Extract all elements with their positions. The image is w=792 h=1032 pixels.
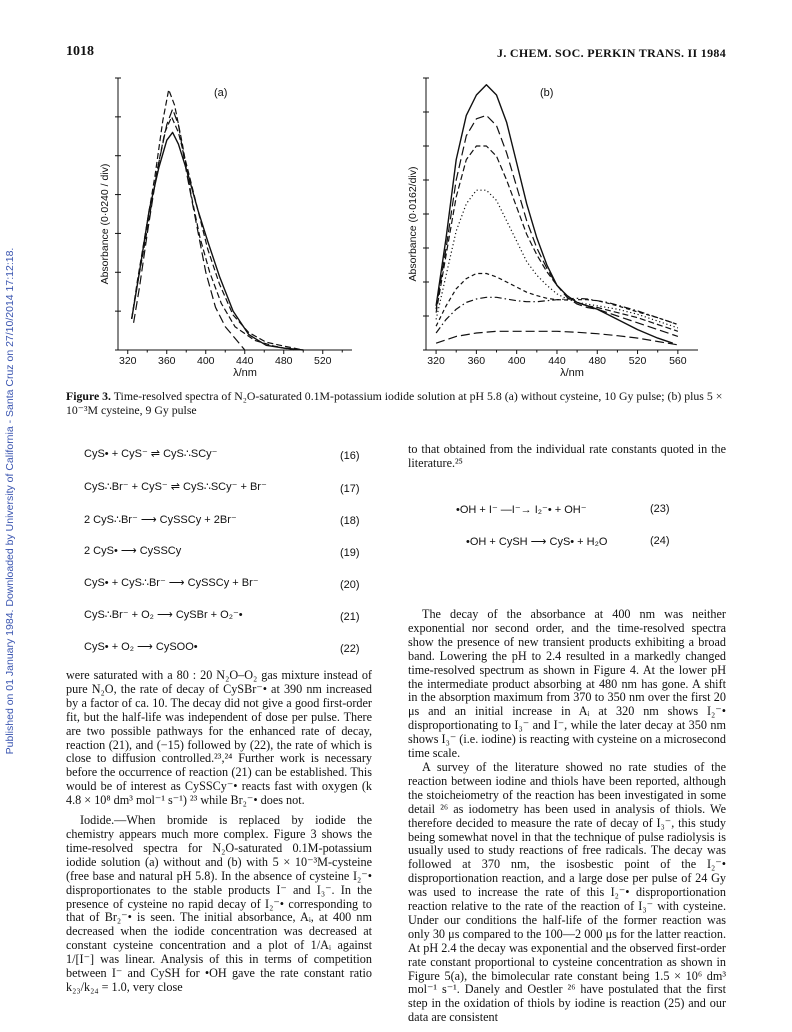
series-line-3 [132,117,304,350]
equation-24: •OH + CySH ⟶ CyS• + H₂O [466,536,608,548]
caption-text: Time-resolved spectra of N₂O-saturated 0.1M-potassium iodide solution at pH 5.8 (a) without cysteine, 10 Gy pulse; (b) plus 5 × 10⁻³M cysteine, 9 Gy pulse [66,389,723,417]
equation-17: CyS∴Br⁻ + CyS⁻ ⇌ CyS∴SCy⁻ + Br⁻ [84,481,267,493]
figure-caption [66,389,728,417]
equation-17-number: (17) [340,483,360,495]
series-line-2 [132,90,294,350]
y-axis-label: Absorbance (0·0162/div) [407,166,419,282]
left-paragraph-1: were saturated with a 80 : 20 N₂O–O₂ gas mixture instead of pure N₂O, the rate of decay of CySBr⁻• at 390 nm increased by a factor of ca. 10. The decay did not give a good first-order fit, but the half-life was independent of dose per pulse. There are two possible pathways for the enhanced rate of decay, reaction (21), and (−15) followed by (22), the rate of which is close to diffusion controlled.²³,²⁴ Further work is necessary before the occurrence of reaction (21) can be established. This would be of interest as CySSCy⁻• reacts fast with oxygen (k 4.8 × 10⁸ dm³ mol⁻¹ s⁻¹) ²³ while Br₂⁻• does not. [66,668,372,808]
right-paragraph-2: A survey of the literature showed no rate studies of the reaction between iodine and thiols have been reported, although the stoicheiometry of the reaction has been investigated in some detail ²⁶ as iodometry has been used in analysis of thiols. We therefore decided to measure the rate of decay of I₃⁻, this study being somewhat novel in that the technique of pulse radiolysis is usually used to study reactions of free radicals. The decay was followed at 370 nm, the isosbestic point of the I₂⁻• disproportionation reaction, and a large dose per pulse of 24 Gy was used to increase the rate of this I₂⁻• disproportionation reaction relative to the rate of the reaction of I₃⁻ with cysteine. Under our conditions the half-life of the former reaction was only 30 μs compared to the 100—2 000 μs for the latter reaction. At pH 2.4 the decay was exponential and the observed first-order rate constant proportional to cysteine concentration as shown in Figure 5(a), the bimolecular rate constant being 1.5 × 10⁶ dm³ mol⁻¹ s⁻¹. Danely and Oestler ²⁶ have postulated that the first step in the oxidation of thiols by iodine is reaction (25) and our data are consistent [408,759,726,1025]
x-tick-label: 560 [669,355,687,367]
series-line-7 [436,331,678,345]
equation-23-number: (23) [650,503,670,515]
chart-panel-a [99,78,352,379]
equation-18: 2 CyS∴Br⁻ ⟶ CySSCy + 2Br⁻ [84,514,237,526]
x-tick-label: 480 [274,355,293,367]
right-paragraph-1: The decay of the absorbance at 400 nm was neither exponential nor second order, and the time-resolved spectra show the presence of new transient products exhibiting a broad band. Lowering the pH to 2.4 resulted in a markedly changed time-resolved spectrum as shown in Figure 4. At the lower pH the intermediate product absorbing at 480 nm has gone. A shift in the absorption maximum from 370 to 350 nm over the first 20 μs and an initial increase in Aᵢ at 320 nm shows I₂⁻• disproportionating to I₃⁻ and I⁻, while the later decay at 350 nm shows I₃⁻ (i.e. iodine) is reacting with cysteine on a microsecond time scale. [408,607,726,761]
left-paragraph-2: Iodide.—When bromide is replaced by iodide the chemistry appears much more complex. Figure 3 shows the time-resolved spectra for N₂O-saturated 0.1M-potassium iodide solution (a) without and (b) with 5 × 10⁻³M-cysteine (free base and natural pH 5.8). In the absence of cysteine I₂⁻• disproportionates to the stable products I⁻ and I₃⁻. In the presence of cysteine no rapid decay of I₂⁻• corresponding to that of Br₂⁻• is seen. The initial absorbance, Aᵢ, at 400 nm decreased when the iodide concentration was decreased at constant cysteine concentration and a plot of 1/Aᵢ against 1/[I⁻] was linear. Analysis of this in terms of competition between I⁻ and CySH for •OH gave the rate constant ratio k₂₃/k₂₄ = 1.0, very close [66,813,372,994]
equation-21: CyS∴Br⁻ + O₂ ⟶ CySBr + O₂⁻• [84,609,243,621]
x-tick-label: 440 [235,355,254,367]
series-line-1 [134,109,245,350]
caption-label: Figure 3. [66,389,111,403]
x-tick-label: 400 [507,355,526,367]
right-column-text [408,608,726,1025]
equation-19-number: (19) [340,547,360,559]
y-axis-label: Absorbance (0·0240 / div) [99,163,111,285]
x-tick-label: 480 [588,355,607,367]
series-line-2 [436,115,678,336]
series-line-4 [132,132,304,350]
x-tick-label: 520 [313,355,332,367]
left-column-text [66,669,372,995]
x-tick-label: 400 [196,355,215,367]
panel-label: (b) [540,87,554,99]
series-line-3 [436,146,678,331]
equation-21-number: (21) [340,611,360,623]
figure-3 [0,0,792,390]
x-tick-label: 440 [548,355,566,367]
equation-16-number: (16) [340,450,360,462]
equation-20: CyS• + CyS∴Br⁻ ⟶ CySSCy + Br⁻ [84,577,259,589]
x-tick-label: 320 [427,355,445,367]
download-watermark: Published on 01 January 1984. Downloaded by University of California - Santa Cruz on 27/10/2014 17:12:18. [4,247,16,755]
panel-label: (a) [214,87,228,99]
equation-22-number: (22) [340,643,360,655]
page-number: 1018 [66,44,94,59]
equation-23: •OH + I⁻ —I⁻→ I₂⁻• + OH⁻ [456,504,587,516]
chart-panel-b [407,78,698,379]
x-axis-label: λ/nm [560,367,584,379]
x-tick-label: 360 [467,355,486,367]
series-line-4 [436,190,678,328]
equation-20-number: (20) [340,579,360,591]
series-line-1 [436,85,673,343]
x-tick-label: 320 [118,355,137,367]
journal-header: J. CHEM. SOC. PERKIN TRANS. II 1984 [497,46,726,60]
equation-24-number: (24) [650,535,670,547]
x-tick-label: 360 [157,355,176,367]
equation-18-number: (18) [340,515,360,527]
right-paragraph-top: to that obtained from the individual rate constants quoted in the literature.²⁵ [408,442,726,470]
x-tick-label: 520 [628,355,647,367]
equation-16: CyS• + CyS⁻ ⇌ CyS∴SCy⁻ [84,448,218,460]
right-column-top [408,443,726,471]
equation-19: 2 CyS• ⟶ CySSCy [84,545,182,557]
equation-22: CyS• + O₂ ⟶ CySOO• [84,641,198,653]
x-axis-label: λ/nm [233,367,257,379]
